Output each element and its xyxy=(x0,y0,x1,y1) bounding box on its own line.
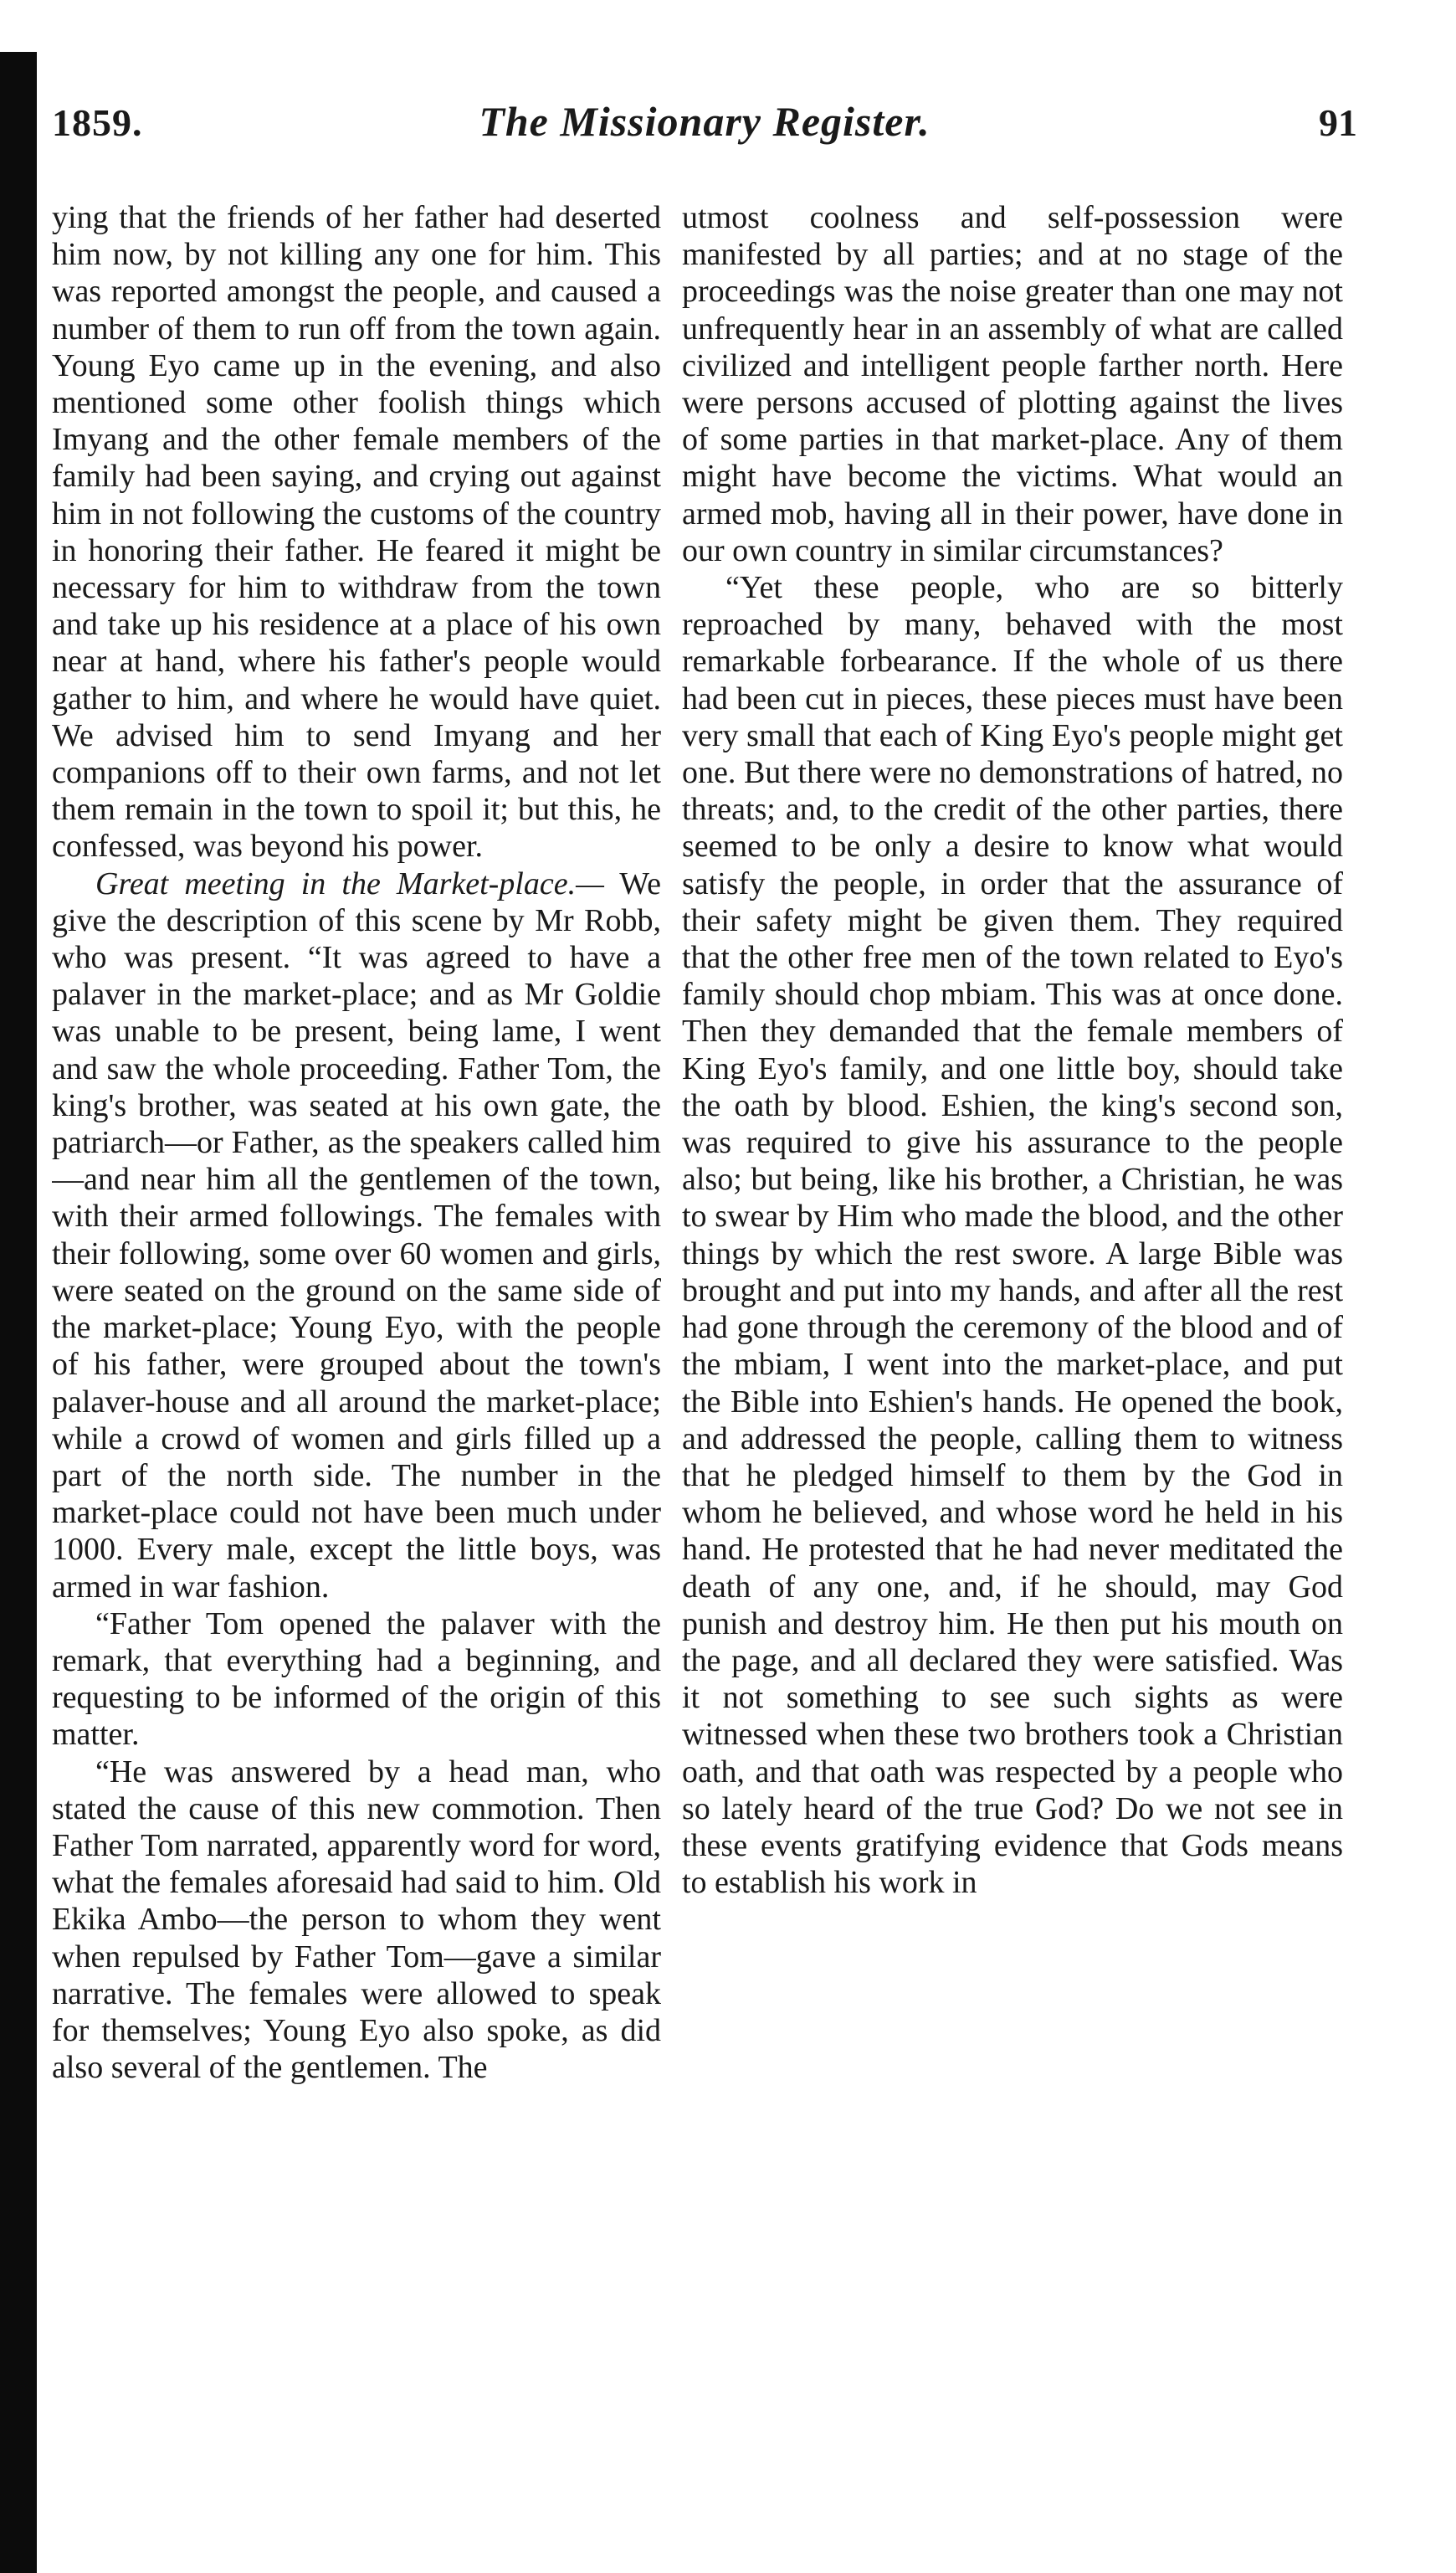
page-header xyxy=(52,100,1357,159)
paragraph xyxy=(52,1605,661,1754)
left-column xyxy=(52,199,661,2543)
paragraph-text: “He was answered by a head man, who stated the cause of this new commotion. Then Father Tom narrated, apparently word for word, what the females aforesaid had said to him. Old Ekika Ambo—the person to whom they went when repulsed by Father Tom—gave a similar narrative. The females were allowed to speak for themselves; Young Eyo also spoke, as did also several of the gentlemen. The xyxy=(52,1754,661,2086)
paragraph-text: “Yet these people, who are so bitterly reproached by many, behaved with the most remarkable forbearance. If the whole of us there had been cut in pieces, these pieces must have been very small that each of King Eyo's people might get one. But there were no demonstrations of hatred, no threats; and, to the credit of the other parties, there seemed to be only a desire to know what would satisfy the people, in order that the assurance of their safety might be given them. They required that the other free men of the town related to Eyo's family should chop mbiam. This was at once done. Then they demanded that the female members of King Eyo's family, and one little boy, should take the oath by blood. Eshien, the king's second son, was required to give his assurance to the people also; but being, like his brother, a Christian, he was to swear by Him who made the blood, and the other things by which the rest swore. A large Bible was brought and put into my hands, and after all the rest had gone through the ceremony of the blood and of the mbiam, I went into the market-place, and put the Bible into Eshien's hands. He opened the book, and addressed the people, calling them to witness that he pledged himself to them by the God in whom he believed, and whose word he held in his hand. He protested that he had never meditated the death of any one, and, if he should, may God punish and destroy him. He then put his mouth on the page, and all declared they were satisfied. Was it not something to see such sights as were witnessed when these two brothers took a Christian oath, and that oath was respected by a people who so lately heard of the true God? Do we not see in these events gratifying evidence that Gods means to establish his work in xyxy=(682,570,1343,1901)
paragraph xyxy=(682,569,1343,1901)
paragraph-text: ying that the friends of her father had deserted him now, by not killing any one for him. This was reported amongst the people, and caused a number of them to run off from the town again. Young Eyo came up in the evening, and also mentioned some other foolish things which Imyang and the other female members of the family had been saying, and crying out against him in not following the customs of the country in honoring their father. He feared it might be necessary for him to withdraw from the town and take up his residence at a place of his own near at hand, where his father's people would gather to him, and where he would have quiet. We advised him to send Imyang and her companions off to their own farms, and not let them remain in the town to spoil it; but this, he confessed, was beyond his power. xyxy=(52,200,661,865)
paragraph xyxy=(52,199,661,865)
paragraph xyxy=(52,1754,661,2087)
header-page-number: 91 xyxy=(1319,101,1357,144)
paragraph xyxy=(682,199,1343,569)
paragraph-text: utmost coolness and self-possession were manifested by all parties; and at no stage of the proceedings was the noise greater than one may not unfrequently hear in an assembly of what are called civilized and intelligent people farther north. Here were persons accused of plotting against the lives of some parties in that market-place. Any of them might have become the victims. What would an armed mob, having all in their power, have done in our own country in similar circumstances? xyxy=(682,200,1343,568)
section-heading: Great meeting in the Market-place.— xyxy=(95,865,604,901)
header-year: 1859. xyxy=(52,101,143,144)
header-title: The Missionary Register. xyxy=(479,98,931,145)
right-column xyxy=(682,199,1343,2543)
paragraph xyxy=(52,865,661,1605)
paragraph-text: We give the description of this scene by Mr Robb, who was present. “It was agreed to have a palaver in the market-place; and as Mr Goldie was unable to be present, being lame, I went and saw the whole proceeding. Father Tom, the king's brother, was seated at his own gate, the patriarch—or Father, as the speakers called him—and near him all the gentlemen of the town, with their armed followings. The females with their following, some over 60 women and girls, were seated on the ground on the same side of the market-place; Young Eyo, with the people of his father, were grouped about the town's palaver-house and all around the market-place; while a crowd of women and girls filled up a part of the north side. The number in the market-place could not have been much under 1000. Every male, except the little boys, was armed in war fashion. xyxy=(52,865,661,1605)
paragraph-text: “Father Tom opened the palaver with the remark, that everything had a beginning, and requesting to be informed of the origin of this matter. xyxy=(52,1605,661,1753)
book-binding-edge xyxy=(0,52,37,2573)
